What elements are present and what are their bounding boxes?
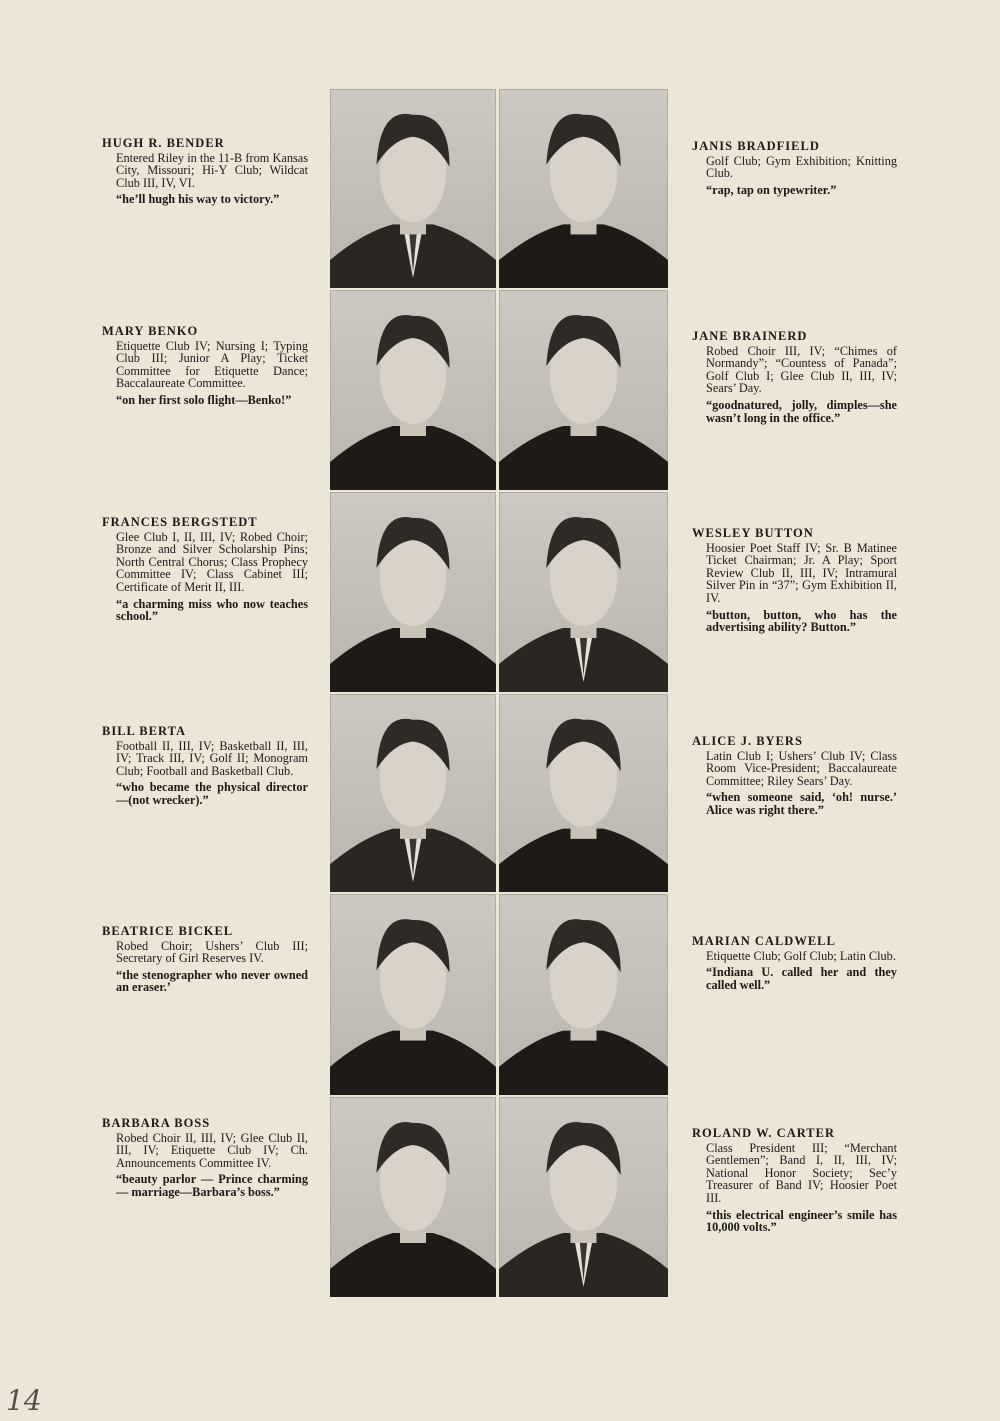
entry-frances-bergstedt [102, 516, 308, 623]
student-name: BEATRICE BICKEL [102, 924, 234, 938]
page-number: 14 [6, 1384, 42, 1417]
student-portrait [330, 694, 496, 892]
student-portrait [499, 694, 668, 892]
student-quote: “this electrical engineer’s smile has 10,000 volts.” [706, 1207, 897, 1235]
student-activities: Football II, III, IV; Basketball II, III, IV; Track III, IV; Golf II; Monogram Club; Football and Basketball Club. [116, 738, 308, 778]
student-name: HUGH R. BENDER [102, 136, 225, 150]
student-activities: Entered Riley in the 11-B from Kansas City, Missouri; Hi-Y Club; Wildcat Club III, IV, VI. [116, 150, 308, 190]
student-portrait [330, 894, 496, 1095]
student-quote: “the stenographer who never owned an eraser.’ [116, 967, 308, 995]
student-portrait [499, 290, 668, 490]
student-activities: Etiquette Club; Golf Club; Latin Club. [706, 948, 896, 963]
student-activities: Latin Club I; Ushers’ Club IV; Class Room Vice-President; Baccalaureate Committee; Riley Sears’ Day. [706, 748, 897, 788]
student-portrait [330, 1097, 496, 1297]
student-activities: Hoosier Poet Staff IV; Sr. B Matinee Ticket Chairman; Jr. A Play; Sport Review Club II, III, IV; Intramural Silver Pin in “37”; Gym Exhibition II, IV. [706, 540, 897, 605]
student-name: BARBARA BOSS [102, 1116, 211, 1130]
entry-marian-caldwell [692, 935, 897, 991]
student-activities: Robed Choir; Ushers’ Club III; Secretary of Girl Reserves IV. [116, 938, 308, 966]
student-name: WESLEY BUTTON [692, 526, 814, 540]
entry-janis-bradfield [692, 140, 897, 196]
student-portrait [330, 290, 496, 490]
entry-mary-benko [102, 325, 308, 407]
student-quote: “he’ll hugh his way to victory.” [116, 192, 280, 207]
student-name: JANIS BRADFIELD [692, 139, 820, 153]
student-quote: “when someone said, ‘oh! nurse.’ Alice was right there.” [706, 790, 897, 817]
student-quote: “on her first solo flight—Benko!” [116, 392, 292, 407]
student-quote: “who became the physical director—(not wrecker).” [116, 780, 308, 807]
student-name: JANE BRAINERD [692, 329, 808, 343]
student-name: ALICE J. BYERS [692, 734, 803, 748]
student-portrait [499, 492, 668, 692]
student-activities: Class President III; “Merchant Gentlemen”; Band I, II, III, IV; National Honor Society; Sec’y Treasurer of Band IV; Hoosier Poet III. [706, 1140, 897, 1205]
student-quote: “button, button, who has the advertising ability? Button.” [706, 607, 897, 635]
student-name: BILL BERTA [102, 724, 187, 738]
student-quote: “a charming miss who now teaches school.” [116, 596, 308, 624]
student-name: MARIAN CALDWELL [692, 934, 836, 948]
student-activities: Glee Club I, II, III, IV; Robed Choir; Bronze and Silver Scholarship Pins; North Central Chorus; Class Prophecy Committee IV; Class Cabinet III; Certificate of Merit II, III. [116, 529, 308, 594]
student-activities: Robed Choir III, IV; “Chimes of Normandy”; “Countess of Panada”; Golf Club I; Glee Club II, III, IV; Sears’ Day. [706, 343, 897, 396]
entry-alice-byers [692, 735, 897, 817]
student-activities: Etiquette Club IV; Nursing I; Typing Club III; Junior A Play; Ticket Committee for Etiquette Dance; Baccalaureate Committee. [116, 338, 308, 391]
student-quote: “Indiana U. called her and they called well.” [706, 965, 897, 992]
entry-barbara-boss [102, 1117, 308, 1199]
entry-hugh-bender [102, 137, 308, 206]
student-quote: “rap, tap on typewriter.” [706, 182, 837, 197]
student-portrait [499, 894, 668, 1095]
entry-bill-berta [102, 725, 308, 807]
student-name: FRANCES BERGSTEDT [102, 515, 258, 529]
student-name: MARY BENKO [102, 324, 199, 338]
student-quote: “goodnatured, jolly, dimples—she wasn’t long in the office.” [706, 397, 897, 425]
entry-jane-brainerd [692, 330, 897, 424]
entry-wesley-button [692, 527, 897, 634]
entry-beatrice-bickel [102, 925, 308, 994]
student-portrait [499, 1097, 668, 1297]
student-portrait [330, 492, 496, 692]
student-name: ROLAND W. CARTER [692, 1126, 836, 1140]
student-quote: “beauty parlor — Prince charming — marriage—Barbara’s boss.” [116, 1172, 308, 1199]
student-activities: Golf Club; Gym Exhibition; Knitting Club. [706, 153, 897, 181]
student-activities: Robed Choir II, III, IV; Glee Club II, III, IV; Etiquette Club IV; Ch. Announcements Committee IV. [116, 1130, 308, 1170]
entry-roland-carter [692, 1127, 897, 1234]
student-portrait [499, 89, 668, 288]
student-portrait [330, 89, 496, 288]
